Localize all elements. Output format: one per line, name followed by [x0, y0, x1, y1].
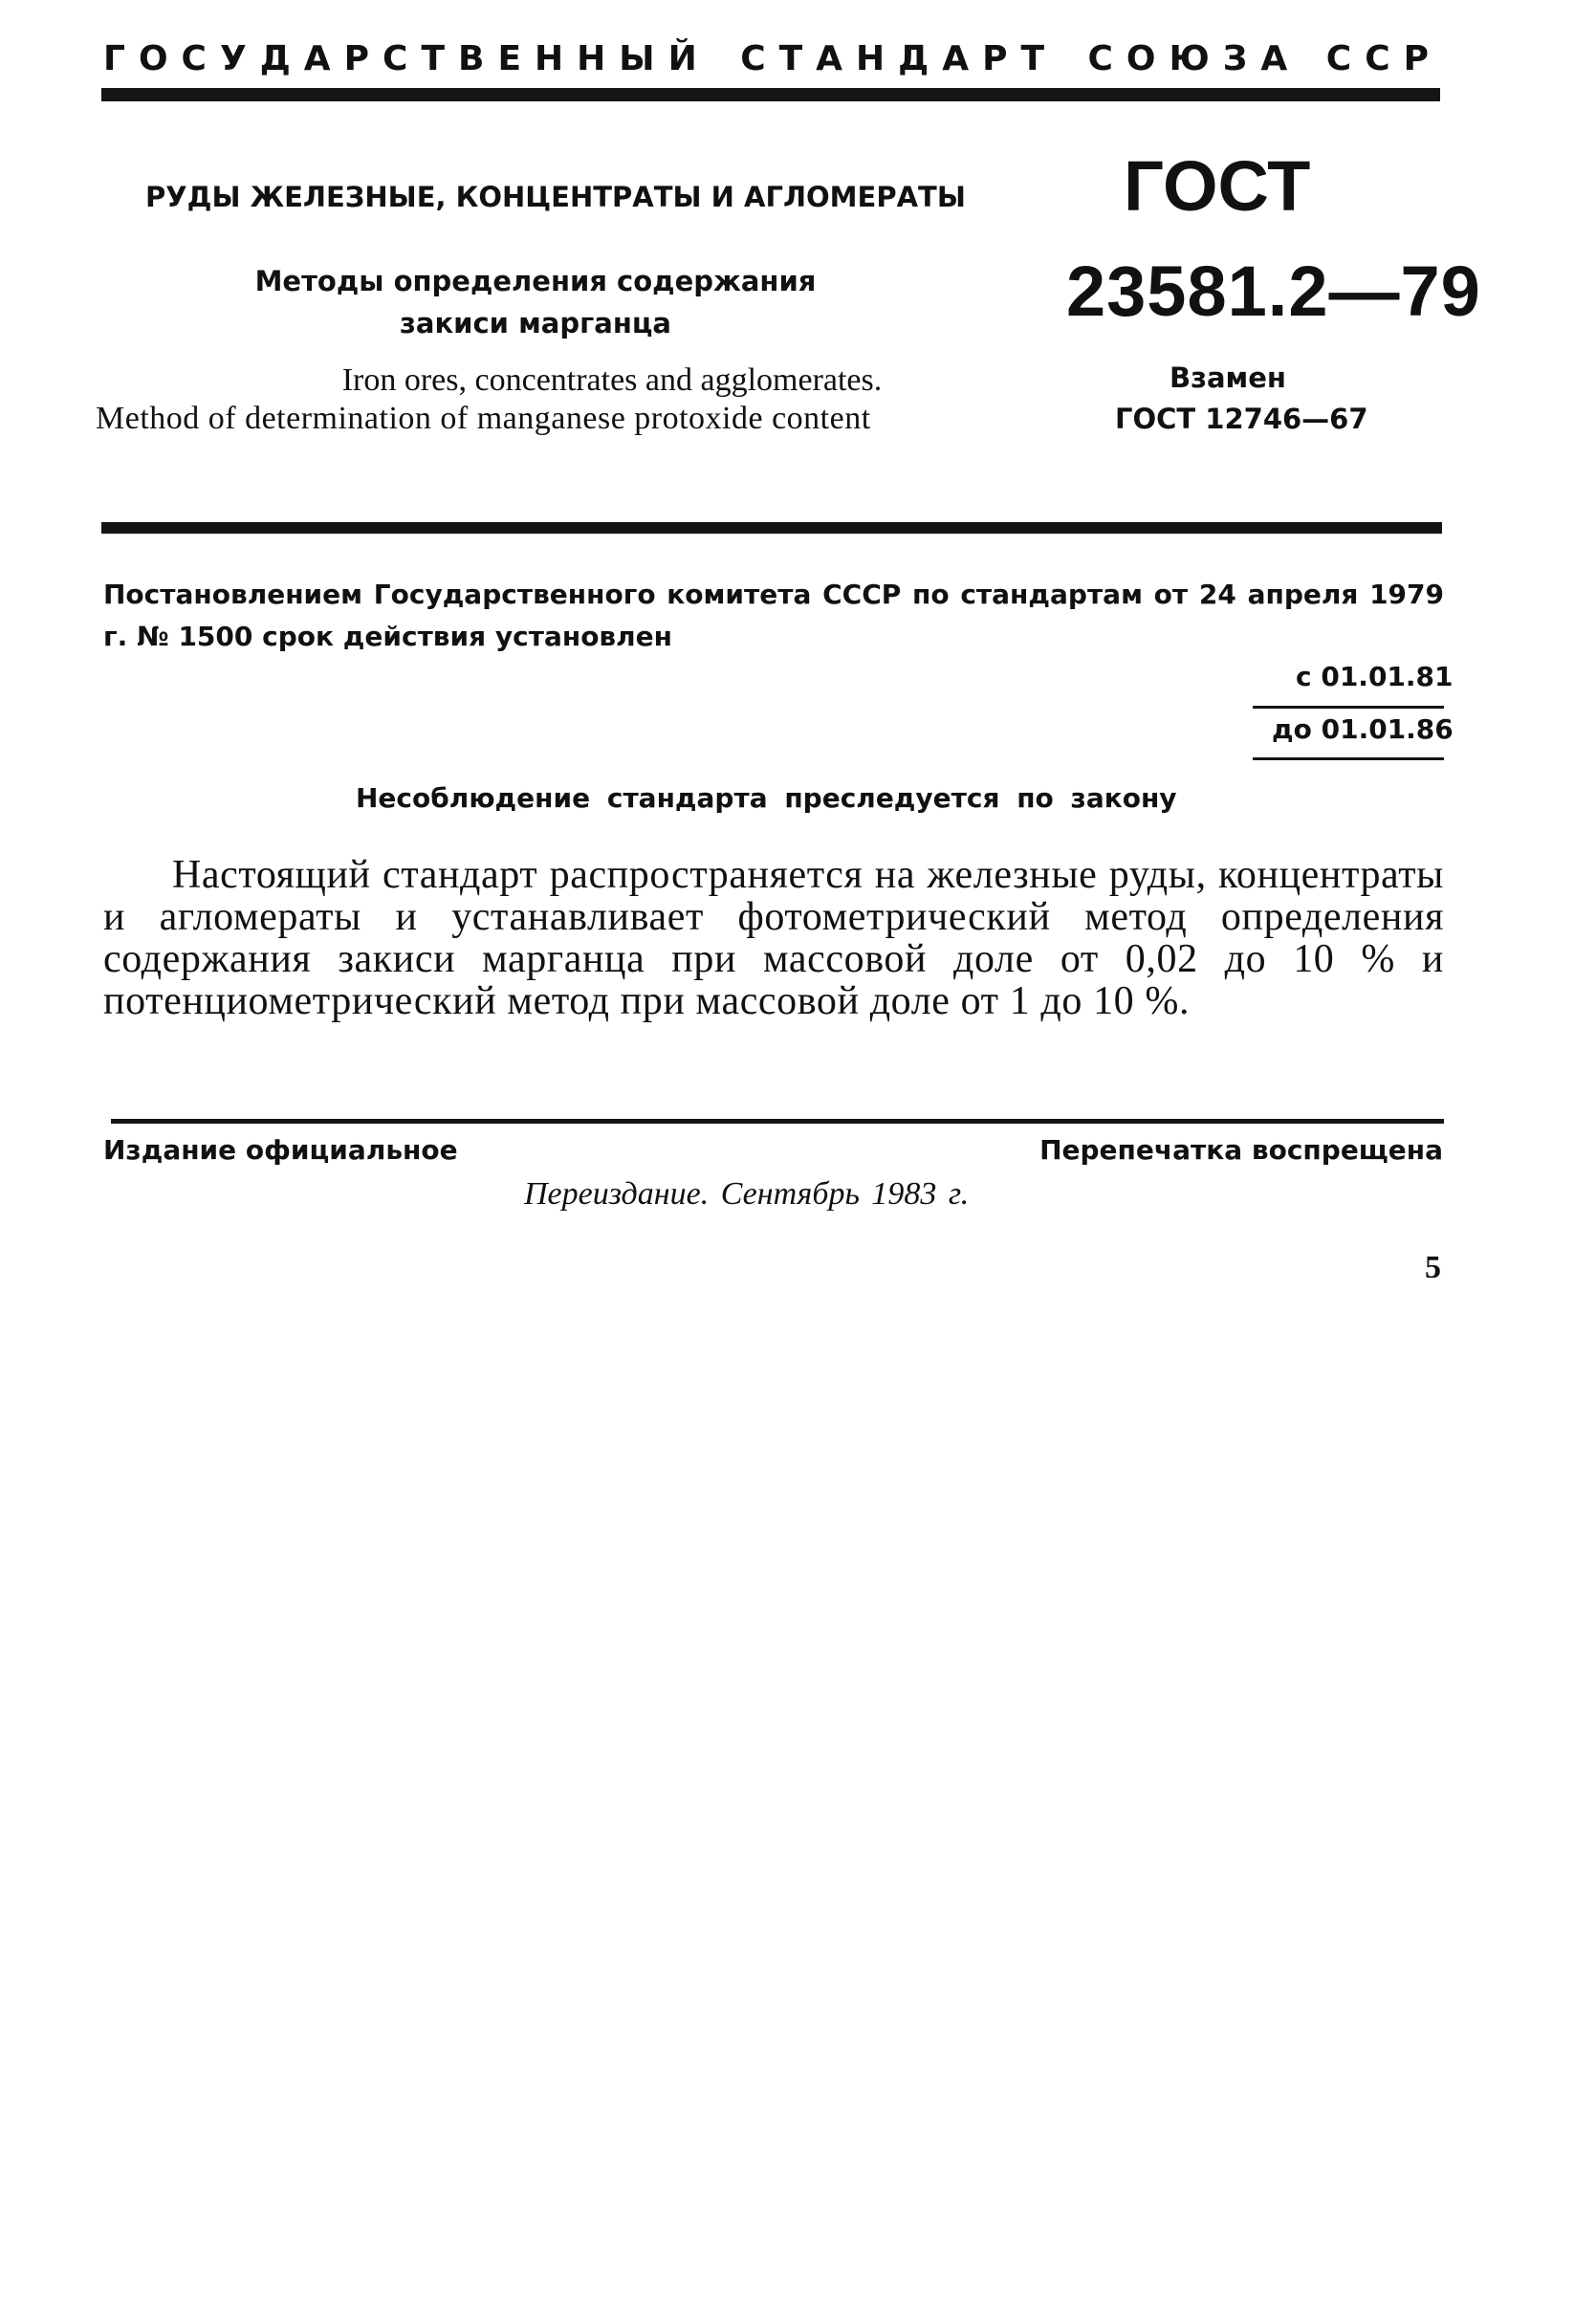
subtitle-line-2: закиси марганца [400, 307, 671, 339]
replaces-value: ГОСТ 12746—67 [1115, 403, 1368, 435]
banner-part-union: СОЮЗА ССР [1087, 39, 1442, 78]
valid-to-date: до 01.01.86 [1272, 713, 1454, 745]
footer-divider [111, 1119, 1444, 1124]
valid-from-date: с 01.01.81 [1296, 661, 1454, 692]
document-title: РУДЫ ЖЕЛЕЗНЫЕ, КОНЦЕНТРАТЫ И АГЛОМЕРАТЫ [145, 181, 966, 213]
english-title-line-2: Method of determination of manganese protoxide content [96, 401, 871, 436]
header-divider [101, 522, 1442, 534]
no-reprint-label: Перепечатка воспрещена [1039, 1134, 1443, 1166]
date-divider-2 [1253, 757, 1444, 760]
decree-text: Постановлением Государственного комитета СССР по стандартам от 24 апреля 1979 г. № 1500 срок действия установлен [103, 579, 1444, 652]
banner-part-state: ГОСУДАРСТВЕННЫЙ [103, 39, 711, 78]
page-number: 5 [1425, 1250, 1441, 1285]
reissue-note: Переиздание. Сентябрь 1983 г. [524, 1176, 970, 1212]
official-edition-label: Издание официальное [103, 1134, 458, 1166]
document-subtitle [230, 260, 842, 344]
standard-banner [103, 38, 1442, 80]
english-title [96, 361, 1042, 438]
banner-part-standard: СТАНДАРТ [740, 39, 1059, 78]
replaces-label: Взамен [1170, 361, 1286, 394]
date-divider-1 [1253, 706, 1444, 709]
gost-label: ГОСТ [1124, 146, 1311, 226]
english-title-line-1: Iron ores, concentrates and agglomerates. [341, 362, 883, 398]
subtitle-line-1: Методы определения содержания [254, 265, 817, 297]
banner-divider [101, 88, 1440, 101]
scope-paragraph: Настоящий стандарт распространяется на железные руды, концентраты и агломераты и устанавливает фотометрический метод определения содержания закиси марганца при массовой доле от 0,02 до 10 % и потенциометрический метод при массовой доле от 1 до 10 %. [103, 853, 1444, 1023]
law-notice: Несоблюдение стандарта преследуется по закону [356, 782, 1177, 814]
gost-number: 23581.2—79 [1066, 252, 1481, 331]
